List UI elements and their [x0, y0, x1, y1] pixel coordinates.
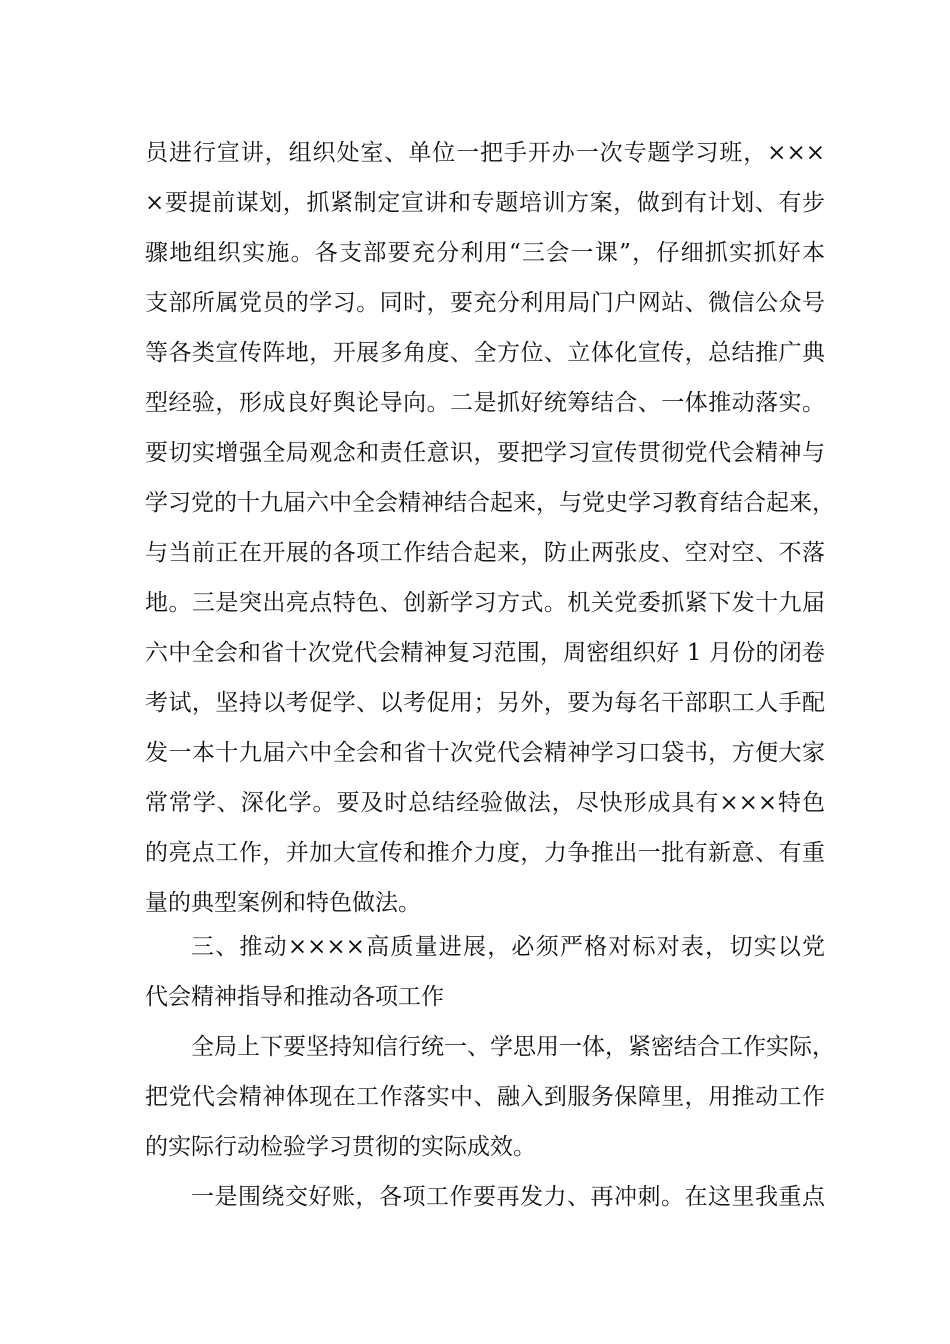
text-line: 考试，坚持以考促学、以考促用；另外，要为每名干部职工人手配 [145, 690, 825, 716]
body-paragraph-2 [145, 1022, 835, 1172]
heading-line: 三、推动××××高质量进展，必须严格对标对表，切实以党 [191, 934, 825, 960]
text-line: 骤地组织实施。各支部要充分利用“三会一课”，仔细抓实抓好本 [145, 240, 825, 266]
text-line: ×要提前谋划，抓紧制定宣讲和专题培训方案，做到有计划、有步 [145, 190, 825, 216]
text-line: 等各类宣传阵地，开展多角度、全方位、立体化宣传，总结推广典 [145, 340, 825, 366]
text-line: 的实际行动检验学习贯彻的实际成效。 [145, 1134, 536, 1160]
text-line: 量的典型案例和特色做法。 [145, 890, 421, 916]
text-line: 的亮点工作，并加大宣传和推介力度，力争推出一批有新意、有重 [145, 840, 825, 866]
text-line: 支部所属党员的学习。同时，要充分利用局门户网站、微信公众号 [145, 290, 825, 316]
body-paragraph-1 [145, 128, 835, 928]
body-paragraph-3 [145, 1172, 825, 1222]
section-heading [145, 922, 825, 1022]
text-line: 发一本十九届六中全会和省十次党代会精神学习口袋书，方便大家 [145, 740, 825, 766]
text-line: 把党代会精神体现在工作落实中、融入到服务保障里，用推动工作 [145, 1084, 825, 1110]
text-line: 要切实增强全局观念和责任意识，要把学习宣传贯彻党代会精神与 [145, 440, 825, 466]
text-line: 一是围绕交好账，各项工作要再发力、再冲刺。在这里我重点 [191, 1184, 825, 1210]
heading-line: 代会精神指导和推动各项工作 [145, 984, 444, 1010]
text-line: 学习党的十九届六中全会精神结合起来，与党史学习教育结合起来， [145, 490, 835, 516]
text-line: 六中全会和省十次党代会精神复习范围，周密组织好 1 月份的闭卷 [145, 640, 825, 666]
text-line: 型经验，形成良好舆论导向。二是抓好统筹结合、一体推动落实。 [145, 390, 825, 416]
text-line: 与当前正在开展的各项工作结合起来，防止两张皮、空对空、不落 [145, 540, 825, 566]
text-line: 员进行宣讲，组织处室、单位一把手开办一次专题学习班，××× [145, 140, 825, 166]
text-line: 全局上下要坚持知信行统一、学思用一体，紧密结合工作实际， [191, 1034, 835, 1060]
text-line: 常常学、深化学。要及时总结经验做法，尽快形成具有×××特色 [145, 790, 825, 816]
text-line: 地。三是突出亮点特色、创新学习方式。机关党委抓紧下发十九届 [145, 590, 825, 616]
